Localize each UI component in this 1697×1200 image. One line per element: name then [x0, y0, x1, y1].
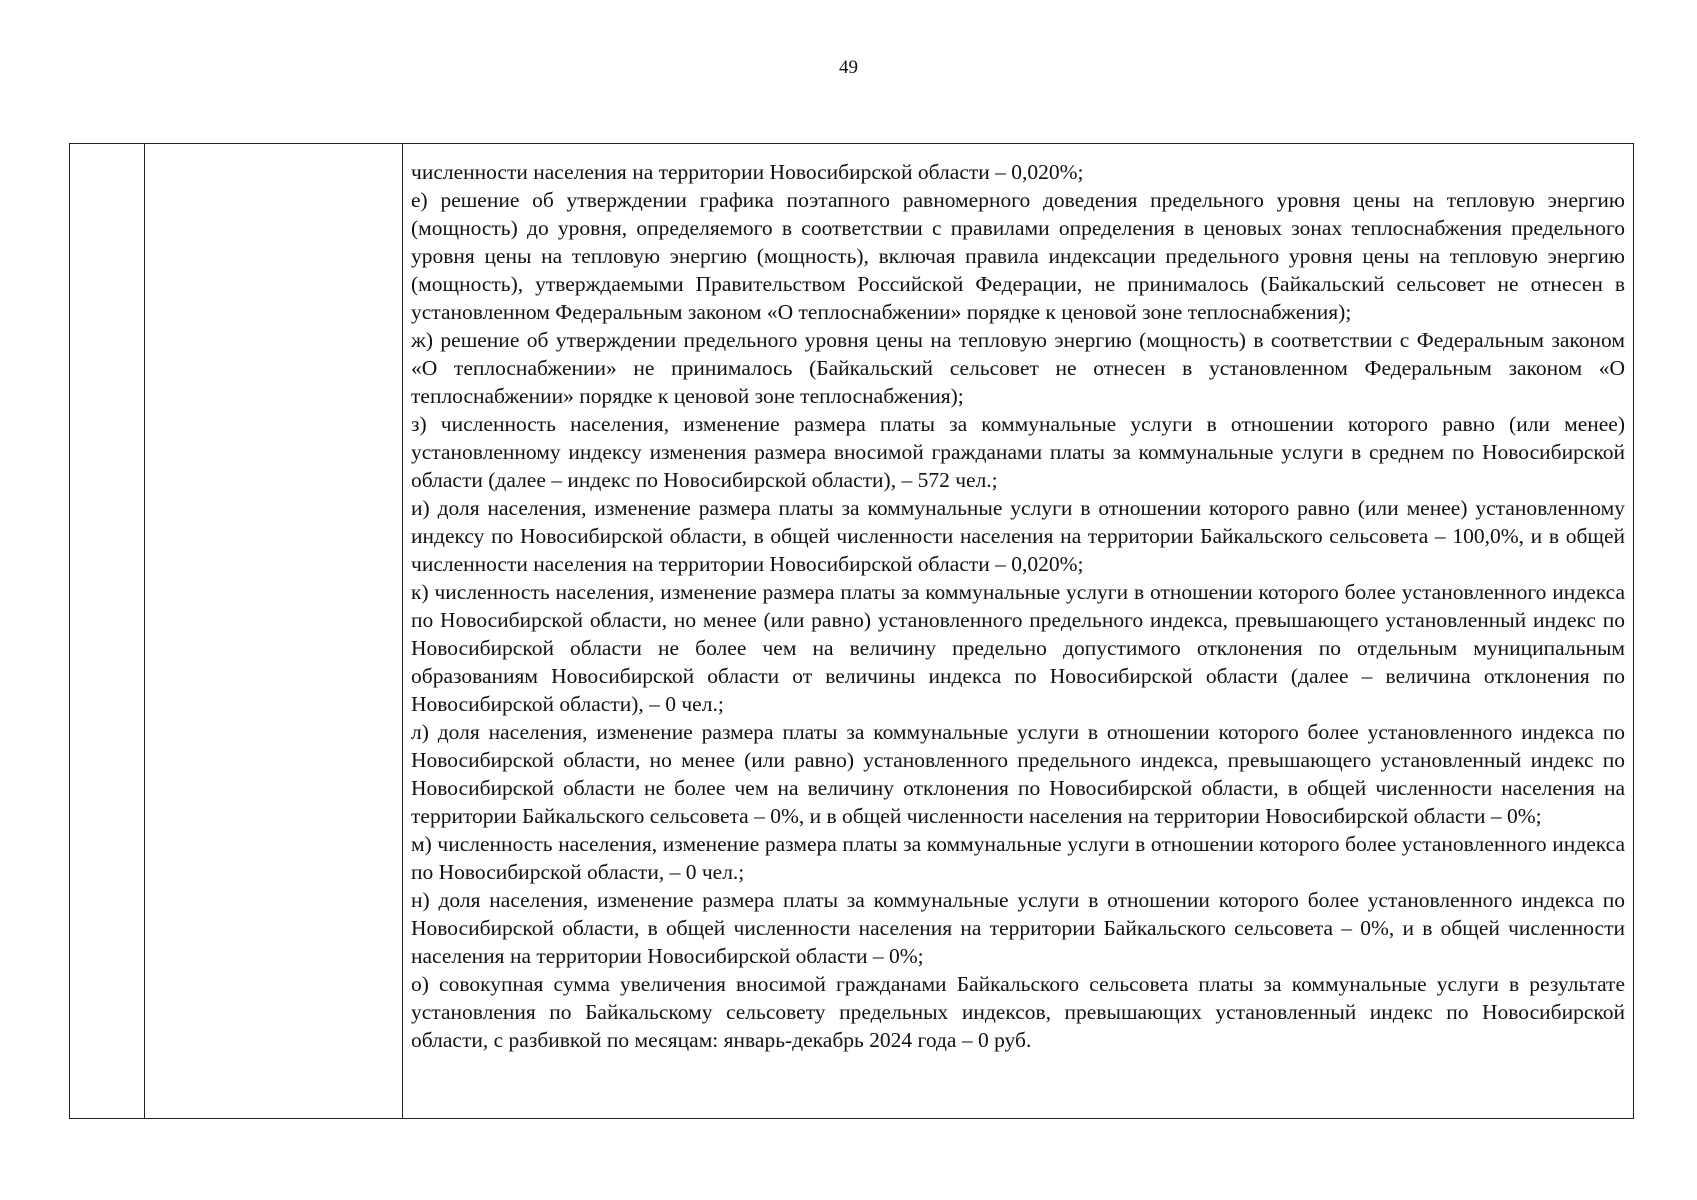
paragraph-l: л) доля населения, изменение размера платы за коммунальные услуги в отношении которого более установленного индекса по Новосибирской области, но менее (или равно) установленного предельного индекса, превышающего установленный индекс по Новосибирской области не более чем на величину отклонения по Новосибирской области, в общей численности населения на территории Байкальского сельсовета – 0%, и в общей численности населения на территории Новосибирской области – 0%;	[411, 720, 1625, 828]
document-table	[69, 143, 1634, 1119]
paragraph-o: о) совокупная сумма увеличения вносимой гражданами Байкальского сельсовета платы за коммунальные услуги в результате установления по Байкальскому сельсовету предельных индексов, превышающих установленный индекс по Новосибирской области, с разбивкой по месяцам: январь-декабрь 2024 года – 0 руб.	[411, 972, 1625, 1052]
paragraph-z: з) численность населения, изменение размера платы за коммунальные услуги в отношении которого равно (или менее) установленному индексу изменения размера вносимой гражданами платы за коммунальные услуги в среднем по Новосибирской области (далее – индекс по Новосибирской области), – 572 чел.;	[411, 412, 1625, 492]
paragraph-i: и) доля населения, изменение размера платы за коммунальные услуги в отношении которого равно (или менее) установленному индексу по Новосибирской области, в общей численности населения на территории Байкальского сельсовета – 100,0%, и в общей численности населения на территории Новосибирской области – 0,020%;	[411, 496, 1625, 576]
paragraph-k: к) численность населения, изменение размера платы за коммунальные услуги в отношении которого более установленного индекса по Новосибирской области, но менее (или равно) установленного предельного индекса, превышающего установленный индекс по Новосибирской области не более чем на величину предельно допустимого отклонения по отдельным муниципальным образованиям Новосибирской области от величины индекса по Новосибирской области (далее – величина отклонения по Новосибирской области), – 0 чел.;	[411, 580, 1625, 716]
paragraph-continuation: численности населения на территории Новосибирской области – 0,020%;	[411, 160, 1084, 184]
table-cell-number	[70, 144, 145, 1119]
paragraph-e: е) решение об утверждении графика поэтапного равномерного доведения предельного уровня цены на тепловую энергию (мощность) до уровня, определяемого в соответствии с правилами определения в ценовых зонах теплоснабжения предельного уровня цены на тепловую энергию (мощность), включая правила индексации предельного уровня цены на тепловую энергию (мощность), утверждаемыми Правительством Российской Федерации, не принималось (Байкальский сельсовет не отнесен в установленном Федеральным законом «О теплоснабжении» порядке к ценовой зоне теплоснабжения);	[411, 188, 1625, 324]
table-row	[70, 144, 1634, 1119]
page-number: 49	[839, 57, 858, 78]
table-cell-name	[145, 144, 403, 1119]
paragraph-m: м) численность населения, изменение размера платы за коммунальные услуги в отношении которого более установленного индекса по Новосибирской области, – 0 чел.;	[411, 832, 1625, 884]
table-cell-content	[403, 144, 1634, 1119]
paragraph-zh: ж) решение об утверждении предельного уровня цены на тепловую энергию (мощность) в соответствии с Федеральным законом «О теплоснабжении» не принималось (Байкальский сельсовет не отнесен в установленном Федеральным законом «О теплоснабжении» порядке к ценовой зоне теплоснабжения);	[411, 328, 1625, 408]
paragraph-n: н) доля населения, изменение размера платы за коммунальные услуги в отношении которого более установленного индекса по Новосибирской области, в общей численности населения на территории Байкальского сельсовета – 0%, и в общей численности населения на территории Новосибирской области – 0%;	[411, 888, 1625, 968]
